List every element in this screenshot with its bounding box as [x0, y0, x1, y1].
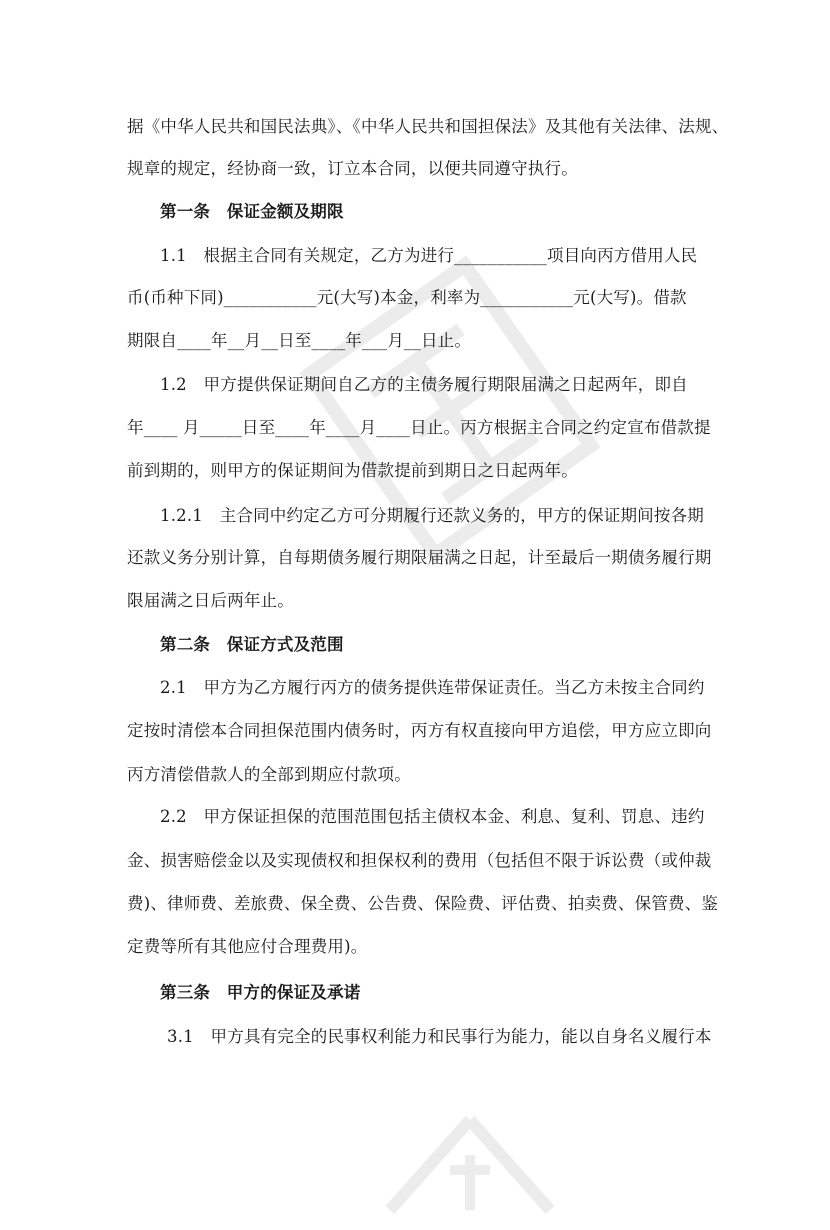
article-3-heading: 第三条 甲方的保证及承诺: [160, 983, 361, 1002]
paragraph-line: 限届满之日后两年止。: [127, 591, 294, 610]
article-1-heading: 第一条 保证金额及期限: [160, 202, 344, 221]
clause-1-2-1: 1.2.1 主合同中约定乙方可分期履行还款义务的，甲方的保证期间按各期: [160, 506, 704, 525]
article-2-heading: 第二条 保证方式及范围: [160, 635, 344, 654]
paragraph-line: 定按时清偿本合同担保范围内债务时，丙方有权直接向甲方追偿，甲方应立即向: [127, 721, 712, 740]
clause-1-2: 1.2 甲方提供保证期间自乙方的主债务履行期限届满之日起两年，即自: [160, 375, 688, 394]
clause-1-1: 1.1 根据主合同有关规定，乙方为进行___________项目向丙方借用人民: [160, 246, 698, 265]
clause-3-1: 3.1 甲方具有完全的民事权利能力和民事行为能力，能以自身名义履行本: [167, 1027, 712, 1046]
paragraph-line: 据《中华人民共和国民法典》、《中华人民共和国担保法》及其他有关法律、法规、: [127, 117, 729, 136]
paragraph-line: 还款义务分别计算，自每期债务履行期限届满之日起，计至最后一期债务履行期: [127, 548, 712, 567]
clause-2-2: 2.2 甲方保证担保的范围范围包括主债权本金、利息、复利、罚息、违约: [160, 807, 705, 826]
paragraph-line: 丙方清偿借款人的全部到期应付款项。: [127, 765, 411, 784]
watermark-logo-icon: [380, 1110, 560, 1230]
paragraph-line: 定费等所有其他应付合理费用)。: [127, 937, 368, 956]
paragraph-line: 费)、律师费、差旅费、保全费、公告费、保险费、评估费、拍卖费、保管费、鉴: [127, 894, 719, 913]
paragraph-line: 金、损害赔偿金以及实现债权和担保权利的费用（包括但不限于诉讼费（或仲裁: [127, 851, 712, 870]
paragraph-line: 年____ 月_____日至____年____月____日止。丙方根据主合同之约定宣布借款提: [127, 418, 711, 437]
paragraph-line: 币(币种下同)___________元(大写)本金，利率为___________元(大写)。借款: [127, 288, 687, 307]
paragraph-line: 规章的规定，经协商一致，订立本合同，以便共同遵守执行。: [127, 159, 578, 178]
paragraph-line: 期限自____年__月__日至____年___月__日止。: [127, 331, 472, 350]
paragraph-line: 前到期的，则甲方的保证期间为借款提前到期日之日起两年。: [127, 461, 578, 480]
clause-2-1: 2.1 甲方为乙方履行丙方的债务提供连带保证责任。当乙方未按主合同约: [160, 678, 705, 697]
